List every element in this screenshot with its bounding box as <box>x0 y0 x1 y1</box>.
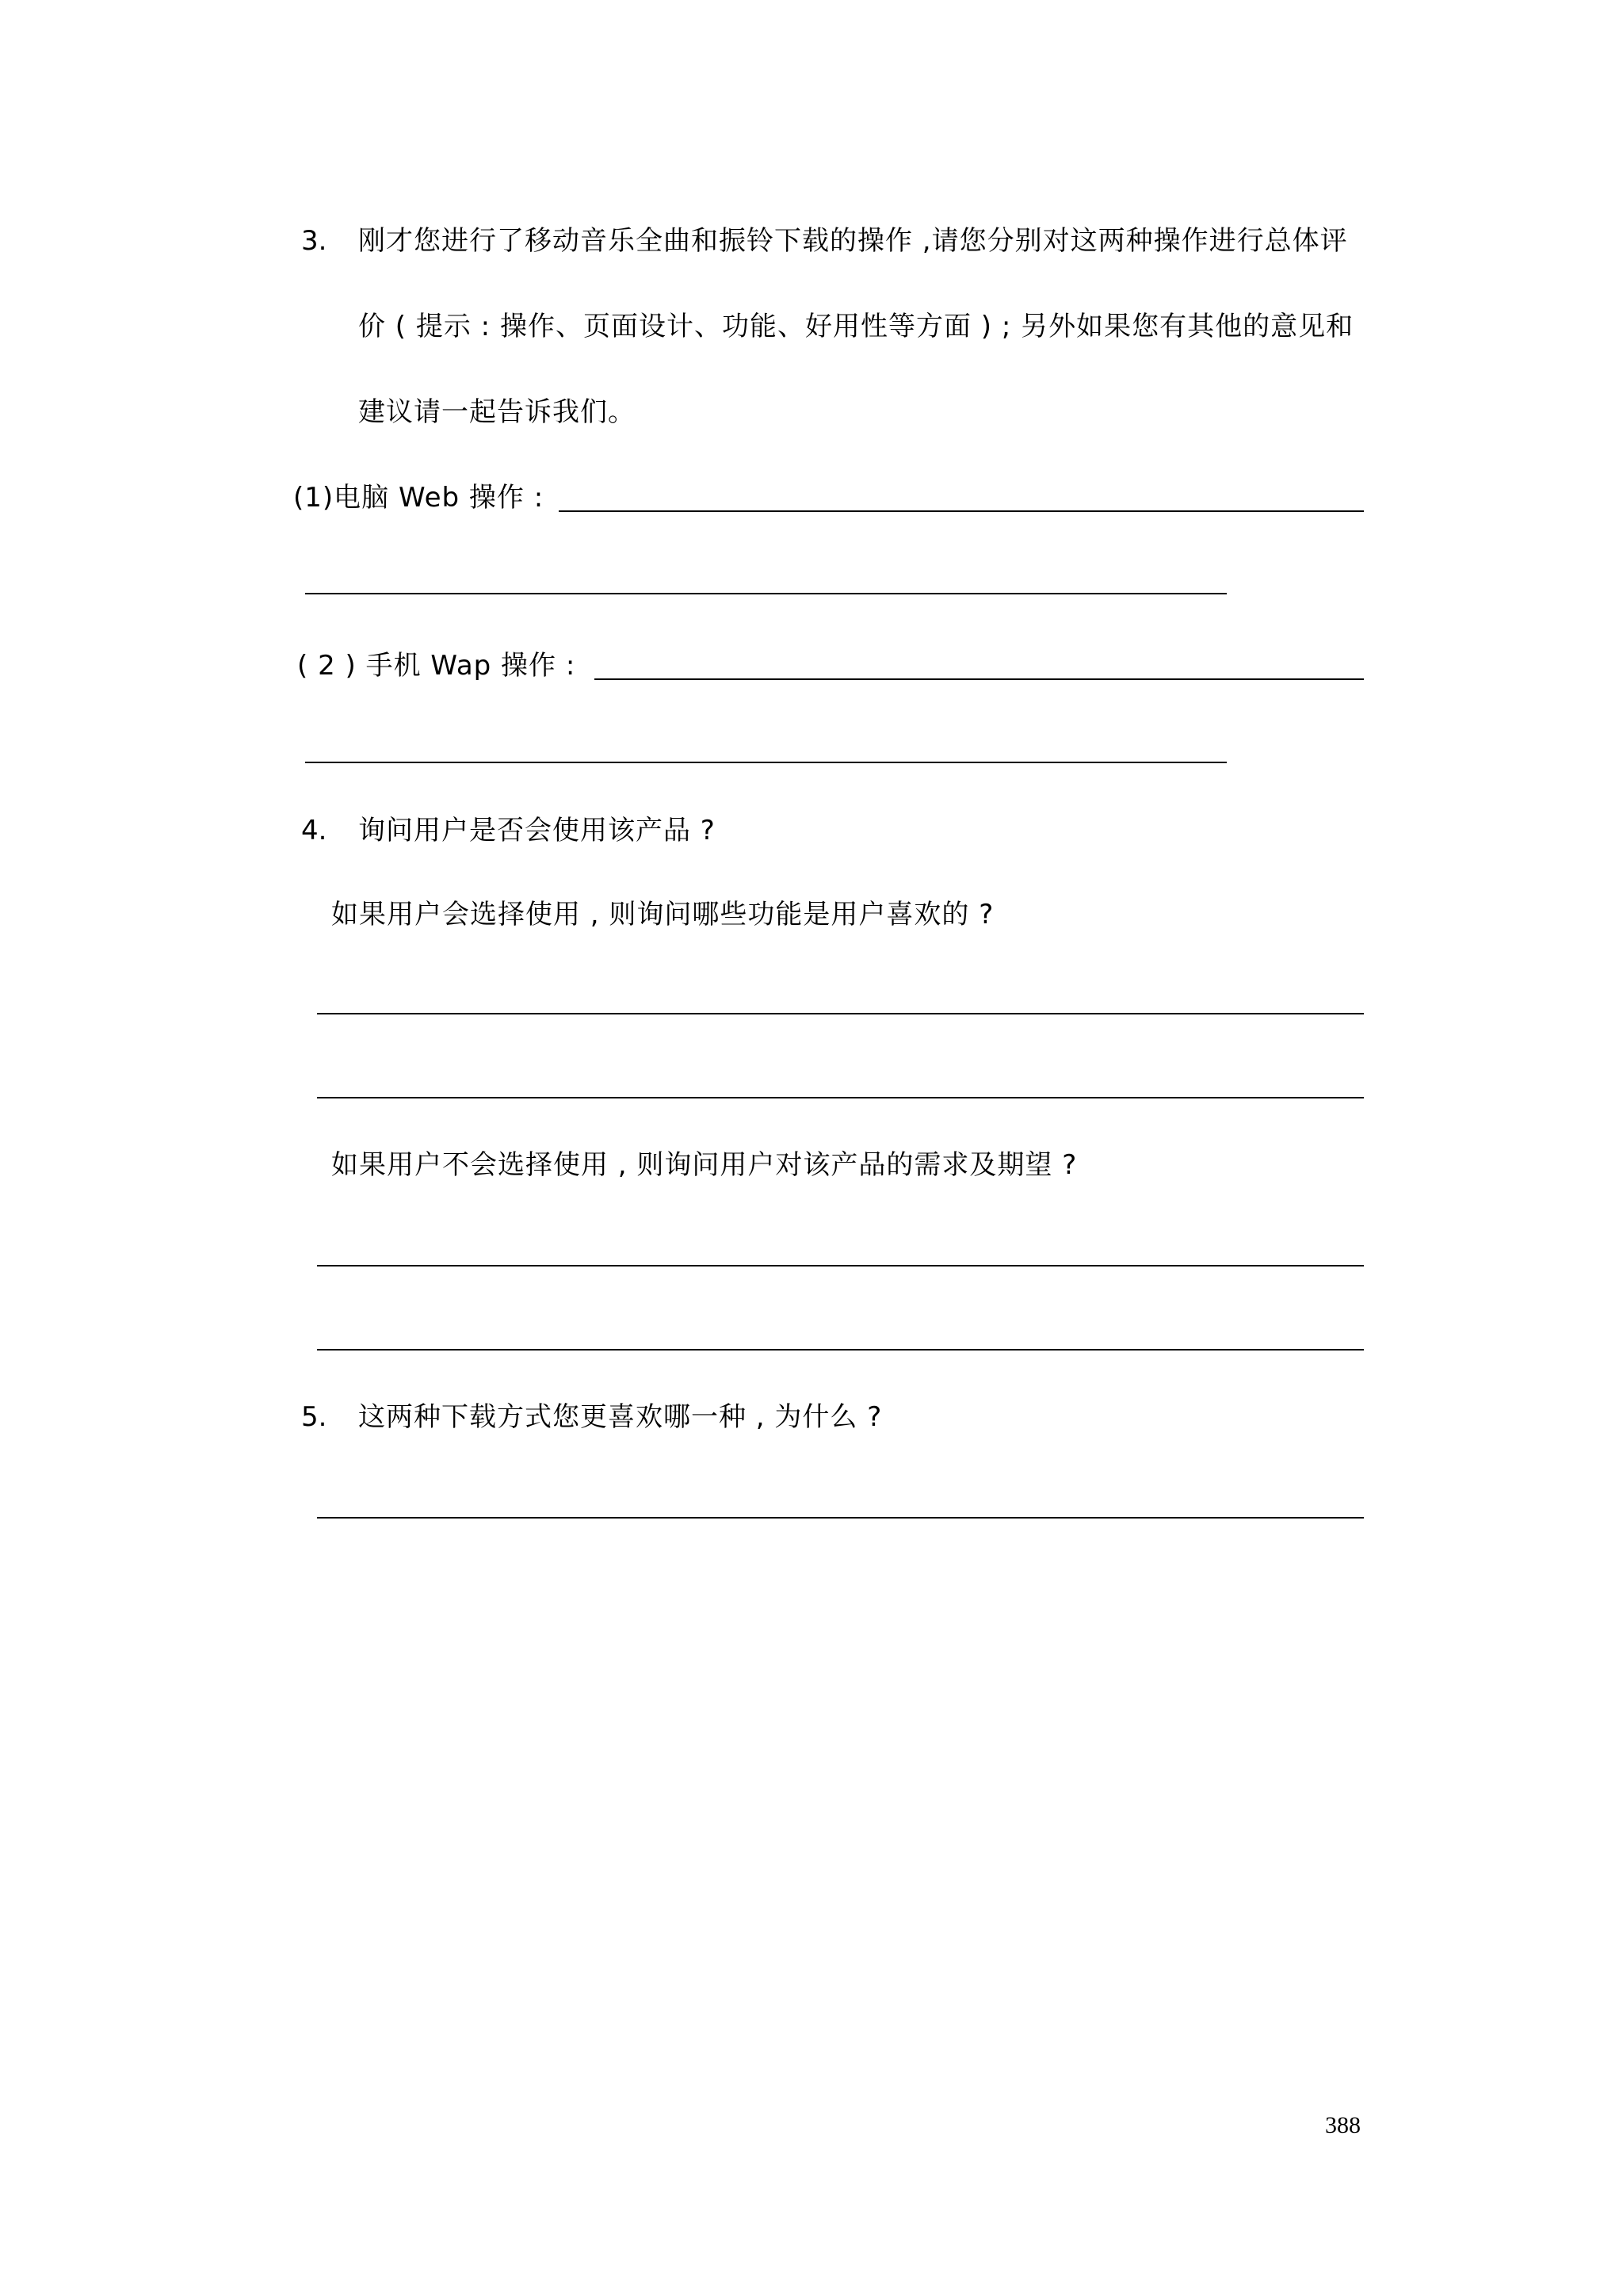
q4-no-answer-line-1[interactable] <box>317 1265 1364 1266</box>
q4-yes-answer-line-2[interactable] <box>317 1097 1364 1098</box>
q3-sub2-label: ( 2 ) 手机 Wap 操作 : <box>297 650 576 682</box>
page-number: 388 <box>1325 2112 1361 2138</box>
q3-text-line1: 刚才您进行了移动音乐全曲和振铃下载的操作 ,请您分别对这两种操作进行总体评 <box>358 225 1348 257</box>
q3-text-line2: 价 ( 提示 : 操作、页面设计、功能、好用性等方面 ) ; 另外如果您有其他的意见和 <box>358 311 1354 342</box>
q3-sub1-label: (1)电脑 Web 操作 : <box>293 482 544 514</box>
q3-sub1-answer-line-1[interactable] <box>559 510 1364 512</box>
q4-no-prompt: 如果用户不会选择使用 , 则询问用户对该产品的需求及期望 ? <box>331 1149 1078 1181</box>
q4-question: 询问用户是否会使用该产品 ? <box>358 815 716 846</box>
q5-question: 这两种下载方式您更喜欢哪一种 , 为什么 ? <box>358 1401 883 1433</box>
q4-yes-answer-line-1[interactable] <box>317 1013 1364 1014</box>
q3-sub2-answer-line-1[interactable] <box>594 678 1364 680</box>
q5-number: 5. <box>301 1401 327 1433</box>
q4-number: 4. <box>301 815 327 846</box>
q3-text-line3: 建议请一起告诉我们。 <box>358 396 636 428</box>
q3-sub1-answer-line-2[interactable] <box>305 593 1227 594</box>
q4-yes-prompt: 如果用户会选择使用 , 则询问哪些功能是用户喜欢的 ? <box>331 899 995 930</box>
q3-number: 3. <box>301 225 327 257</box>
q4-no-answer-line-2[interactable] <box>317 1349 1364 1350</box>
q5-answer-line[interactable] <box>317 1517 1364 1519</box>
q3-sub2-answer-line-2[interactable] <box>305 762 1227 763</box>
